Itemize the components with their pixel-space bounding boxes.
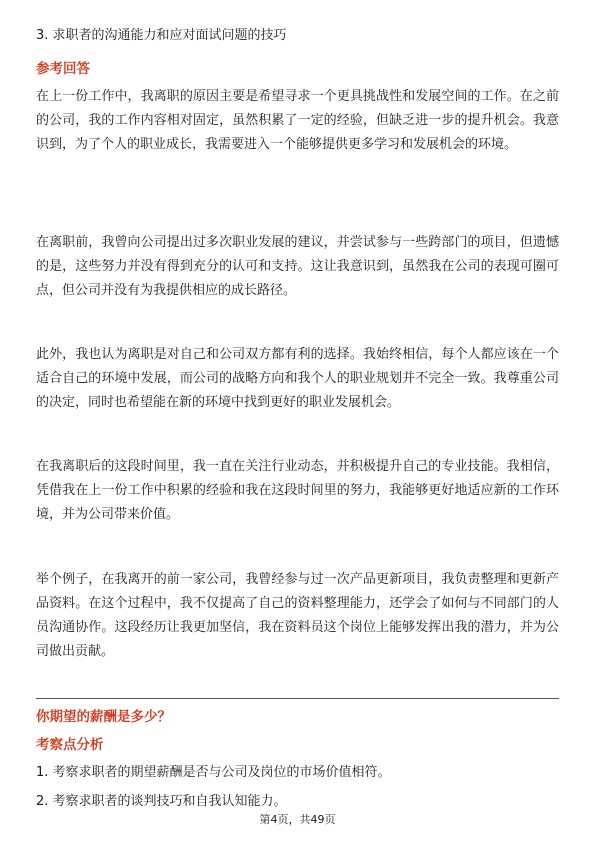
analysis-label: 考察点分析 — [36, 737, 104, 753]
section-heading: 3. 求职者的沟通能力和应对面试问题的技巧 — [36, 28, 287, 43]
question-heading: 你期望的薪酬是多少？ — [36, 709, 171, 725]
section-divider — [36, 698, 559, 699]
analysis-point: 2. 考察求职者的谈判技巧和自我认知能力。 — [36, 794, 287, 809]
answer-paragraph: 此外，我也认为离职是对自己和公司双方都有利的选择。我始终相信，每个人都应该在一个适合自己的环境中发展，而公司的战略方向和我个人的职业规划并不完全一致。我尊重公司的决定，同时也希望能在新的环境中找到更好的职业发展机会。 — [36, 347, 559, 410]
answer-paragraph: 在上一份工作中，我离职的原因主要是希望寻求一个更具挑战性和发展空间的工作。在之前的公司，我的工作内容相对固定，虽然积累了一定的经验，但缺乏进一步的提升机会。我意识到，为了个人的职业成长，我需要进入一个能够提供更多学习和发展机会的环境。 — [36, 89, 559, 152]
answer-label: 参考回答 — [36, 61, 90, 77]
page-footer: 第4页，共49页 — [259, 813, 336, 826]
answer-paragraph: 在离职前，我曾向公司提出过多次职业发展的建议，并尝试参与一些跨部门的项目，但遗憾的是，这些努力并没有得到充分的认可和支持。这让我意识到，虽然我在公司的表现可圈可点，但公司并没有为我提供相应的成长路径。 — [36, 235, 559, 298]
analysis-point: 1. 考察求职者的期望薪酬是否与公司及岗位的市场价值相符。 — [36, 765, 391, 780]
answer-paragraph: 举个例子，在我离开的前一家公司，我曾经参与过一次产品更新项目，我负责整理和更新产品资料。在这个过程中，我不仅提高了自己的资料整理能力，还学会了如何与不同部门的人员沟通协作。这段经历让我更加坚信，我在资料员这个岗位上能够发挥出我的潜力，并为公司做出贡献。 — [36, 572, 559, 659]
answer-paragraph: 在我离职后的这段时间里，我一直在关注行业动态，并积极提升自己的专业技能。我相信，凭借我在上一份工作中积累的经验和我在这段时间里的努力，我能够更好地适应新的工作环境，并为公司带来价值。 — [36, 459, 559, 522]
